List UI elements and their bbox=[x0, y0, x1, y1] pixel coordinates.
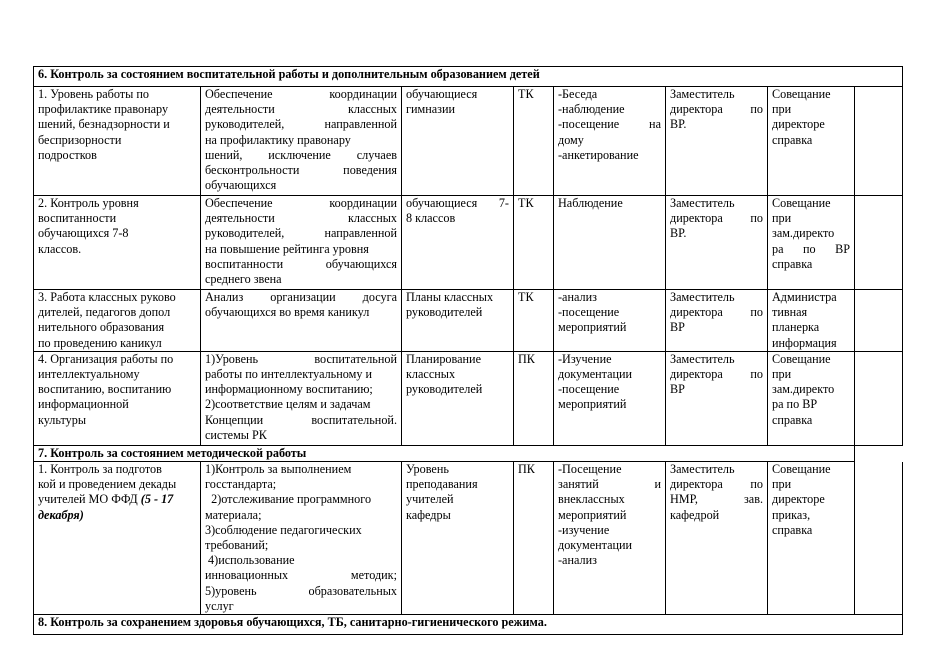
control-type-cell: ТК bbox=[514, 87, 554, 196]
decade-dates: (5 - 17 bbox=[140, 492, 174, 507]
control-object-cell: Уровень преподавания учителей кафедры bbox=[402, 462, 514, 615]
table-row bbox=[34, 196, 903, 290]
control-goal-cell: Анализ организации досуга обучающихся во время каникул bbox=[201, 290, 402, 352]
control-goal-cell: 1)Контроль за выполнением госстандарта; 2)отслеживание программного материала; 3)соблюдение педагогических требований; 4)использование инновационных методик; 5)уровень образовательных услуг bbox=[201, 462, 402, 615]
control-methods-cell: Наблюдение bbox=[554, 196, 666, 290]
section-heading-row bbox=[34, 67, 903, 87]
control-subject-cell: 3. Работа классных руково дителей, педагогов допол нительного образования по проведению каникул bbox=[34, 290, 201, 352]
control-object-cell: обучающиеся 7- 8 классов bbox=[402, 196, 514, 290]
result-cell: Совещание при директоре приказ, справка bbox=[768, 462, 855, 615]
control-type-cell: ПК bbox=[514, 462, 554, 615]
decade-dates: декабря) bbox=[38, 507, 84, 522]
control-goal-cell: Обеспечение координации деятельности классных руководителей, направленной на повышение рейтинга уровня воспитанности обучающихся среднего звена bbox=[201, 196, 402, 290]
result-cell: Совещание при зам.директо ра по ВР справка bbox=[768, 196, 855, 290]
table-row bbox=[34, 290, 903, 352]
control-methods-cell: -Посещение занятий и внеклассных мероприятий -изучение документации -анализ bbox=[554, 462, 666, 615]
empty-cell bbox=[855, 462, 903, 615]
responsible-cell: Заместитель директора по ВР bbox=[666, 351, 768, 445]
responsible-cell: Заместитель директора по ВР bbox=[666, 290, 768, 352]
section-heading: 6. Контроль за состоянием воспитательной работы и дополнительным образованием детей bbox=[34, 67, 903, 87]
control-methods-cell: -Беседа -наблюдение -посещение на дому -анкетирование bbox=[554, 87, 666, 196]
responsible-cell: Заместитель директора по ВР. bbox=[666, 87, 768, 196]
section-heading: 8. Контроль за сохранением здоровья обучающихся, ТБ, санитарно-гигиенического режима. bbox=[34, 615, 903, 635]
section-heading-row bbox=[34, 615, 903, 635]
control-subject-cell: 1. Уровень работы по профилактике правонару шений, безнадзорности и беспризорности подростков bbox=[34, 87, 201, 196]
control-methods-cell: -Изучение документации -посещение мероприятий bbox=[554, 351, 666, 445]
document-page bbox=[33, 66, 903, 635]
control-subject-cell: 1. Контроль за подготов кой и проведением декады учителей МО ФФД (5 - 17 декабря) bbox=[34, 462, 201, 615]
result-cell: Администра тивная планерка информация bbox=[768, 290, 855, 352]
section-heading-row bbox=[34, 445, 903, 461]
result-cell: Совещание при директоре справка bbox=[768, 87, 855, 196]
table-row bbox=[34, 462, 903, 615]
table-row bbox=[34, 351, 903, 445]
control-methods-cell: -анализ -посещение мероприятий bbox=[554, 290, 666, 352]
result-cell: Совещание при зам.директо ра по ВР справка bbox=[768, 351, 855, 445]
control-type-cell: ТК bbox=[514, 196, 554, 290]
empty-cell bbox=[855, 351, 903, 445]
responsible-cell: Заместитель директора по ВР. bbox=[666, 196, 768, 290]
control-type-cell: ТК bbox=[514, 290, 554, 352]
empty-cell bbox=[855, 445, 903, 461]
table-row bbox=[34, 87, 903, 196]
control-goal-cell: 1)Уровень воспитательной работы по интеллектуальному и информационному воспитанию; 2)соответствие целям и задачам Концепции воспитательной. системы РК bbox=[201, 351, 402, 445]
empty-cell bbox=[855, 87, 903, 196]
control-subject-cell: 4. Организация работы по интеллектуальному воспитанию, воспитанию информационной культуры bbox=[34, 351, 201, 445]
control-goal-cell: Обеспечение координации деятельности классных руководителей, направленной на профилактику правонару шений, исключение случаев бесконтрольности поведения обучающихся bbox=[201, 87, 402, 196]
empty-cell bbox=[855, 290, 903, 352]
control-object-cell: Планы классных руководителей bbox=[402, 290, 514, 352]
responsible-cell: Заместитель директора по НМР, зав. кафедрой bbox=[666, 462, 768, 615]
empty-cell bbox=[855, 196, 903, 290]
section-heading: 7. Контроль за состоянием методической работы bbox=[34, 445, 855, 461]
control-type-cell: ПК bbox=[514, 351, 554, 445]
control-object-cell: обучающиеся гимназии bbox=[402, 87, 514, 196]
control-plan-table bbox=[33, 66, 903, 635]
control-object-cell: Планирование классных руководителей bbox=[402, 351, 514, 445]
control-subject-cell: 2. Контроль уровня воспитанности обучающихся 7-8 классов. bbox=[34, 196, 201, 290]
